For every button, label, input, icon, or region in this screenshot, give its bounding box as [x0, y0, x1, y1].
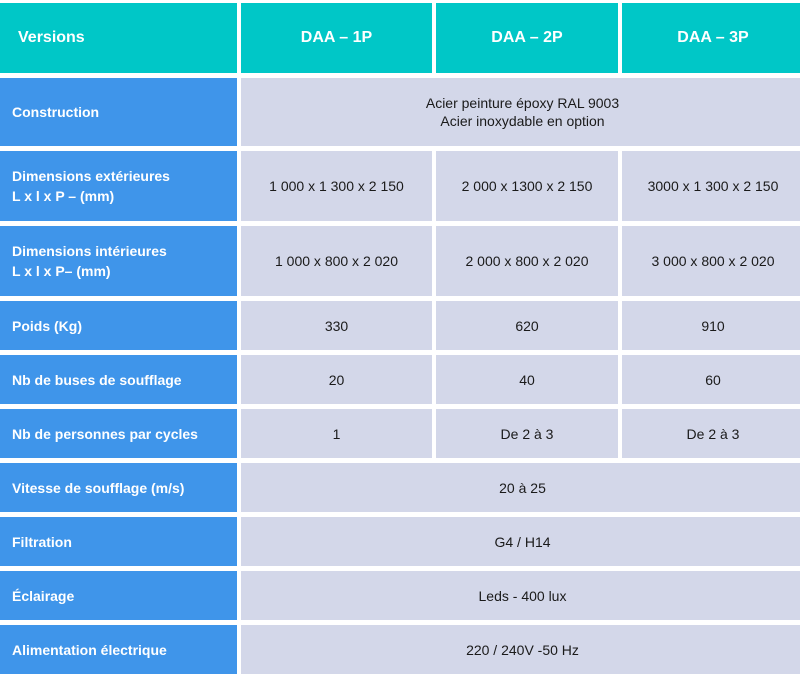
cell-dim-int-1p: 1 000 x 800 x 2 020	[241, 226, 432, 296]
cell-eclairage: Leds - 400 lux	[241, 571, 800, 620]
versions-header: Versions	[0, 3, 237, 73]
row-label-filtration: Filtration	[0, 517, 237, 566]
row-label-line-1: Dimensions extérieures	[12, 168, 170, 184]
row-label-eclairage: Éclairage	[0, 571, 237, 620]
construction-line-1: Acier peinture époxy RAL 9003	[425, 95, 620, 111]
row-label-construction: Construction	[0, 78, 237, 146]
cell-dim-ext-2p: 2 000 x 1300 x 2 150	[436, 151, 618, 221]
table-row	[0, 151, 800, 221]
cell-buses-1p: 20	[241, 355, 432, 404]
table-row	[0, 409, 800, 458]
version-header-2p: DAA – 2P	[436, 3, 618, 73]
row-label-poids: Poids (Kg)	[0, 301, 237, 350]
cell-alimentation: 220 / 240V -50 Hz	[241, 625, 800, 674]
table-row	[0, 301, 800, 350]
row-label-line-2: L x l x P – (mm)	[12, 188, 115, 204]
row-label-line-1: Dimensions intérieures	[12, 243, 167, 259]
cell-buses-3p: 60	[622, 355, 800, 404]
cell-personnes-2p: De 2 à 3	[436, 409, 618, 458]
row-label-alimentation: Alimentation électrique	[0, 625, 237, 674]
construction-value	[241, 78, 800, 146]
construction-line-2: Acier inoxydable en option	[440, 113, 605, 129]
table-row	[0, 625, 800, 674]
cell-personnes-1p: 1	[241, 409, 432, 458]
cell-personnes-3p: De 2 à 3	[622, 409, 800, 458]
cell-filtration: G4 / H14	[241, 517, 800, 566]
cell-dim-ext-1p: 1 000 x 1 300 x 2 150	[241, 151, 432, 221]
row-label-buses: Nb de buses de soufflage	[0, 355, 237, 404]
table-row	[0, 355, 800, 404]
table-row	[0, 226, 800, 296]
row-label-dimensions-exterieures	[0, 151, 237, 221]
cell-buses-2p: 40	[436, 355, 618, 404]
table-row	[0, 517, 800, 566]
row-label-line-2: L x l x P– (mm)	[12, 263, 111, 279]
table-row	[0, 463, 800, 512]
cell-vitesse: 20 à 25	[241, 463, 800, 512]
row-label-personnes: Nb de personnes par cycles	[0, 409, 237, 458]
header-row	[0, 3, 800, 73]
row-label-dimensions-interieures	[0, 226, 237, 296]
cell-poids-2p: 620	[436, 301, 618, 350]
row-label-vitesse: Vitesse de soufflage (m/s)	[0, 463, 237, 512]
table-row	[0, 571, 800, 620]
table-row	[0, 78, 800, 146]
cell-dim-ext-3p: 3000 x 1 300 x 2 150	[622, 151, 800, 221]
cell-dim-int-2p: 2 000 x 800 x 2 020	[436, 226, 618, 296]
cell-dim-int-3p: 3 000 x 800 x 2 020	[622, 226, 800, 296]
version-header-3p: DAA – 3P	[622, 3, 800, 73]
version-header-1p: DAA – 1P	[241, 3, 432, 73]
cell-poids-1p: 330	[241, 301, 432, 350]
cell-poids-3p: 910	[622, 301, 800, 350]
